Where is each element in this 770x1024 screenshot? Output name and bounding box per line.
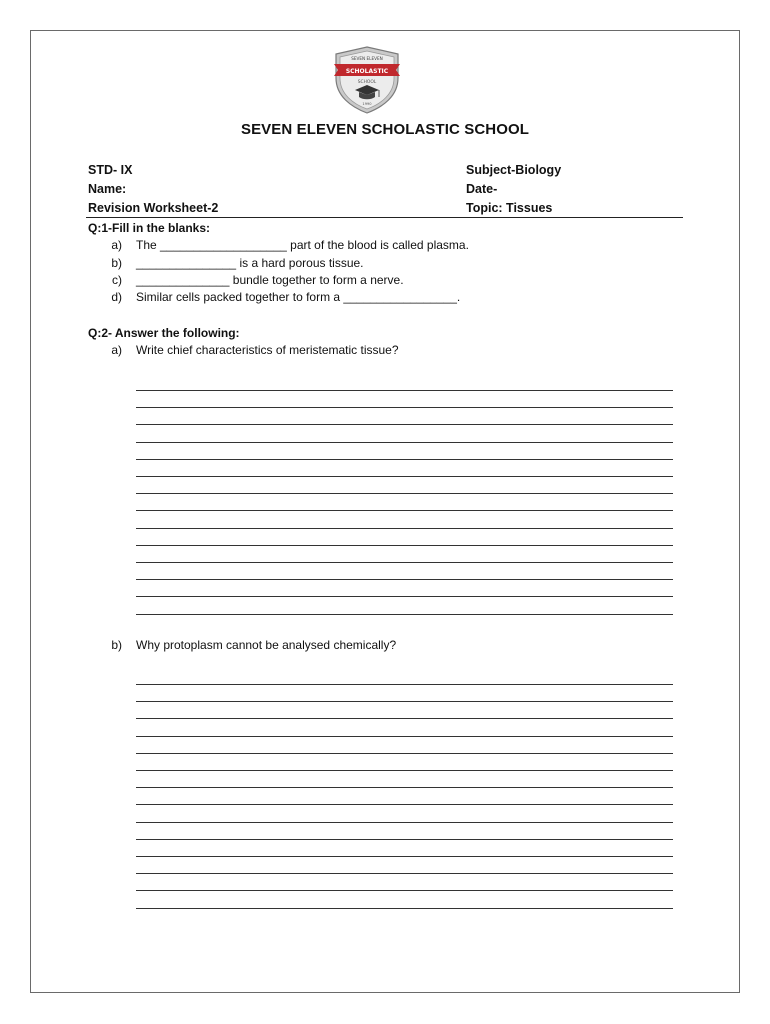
q2-item-text: Why protoplasm cannot be analysed chemically?: [136, 638, 397, 652]
q2-item-marker: a): [111, 343, 122, 357]
answer-line[interactable]: [136, 459, 673, 460]
answer-line[interactable]: [136, 908, 673, 909]
header-info-right: [466, 161, 561, 218]
answer-line[interactable]: [136, 839, 673, 840]
answer-line[interactable]: [136, 770, 673, 771]
header-info-left: [88, 161, 218, 218]
answer-line[interactable]: [136, 856, 673, 857]
q1-item-marker: b): [111, 256, 122, 270]
topic-label: Topic: Tissues: [466, 201, 553, 215]
q1-item-text: The ___________________ part of the blood is called plasma.: [136, 238, 469, 252]
q1-item-text: Similar cells packed together to form a _________________.: [136, 290, 461, 304]
answer-line[interactable]: [136, 562, 673, 563]
answer-line[interactable]: [136, 510, 673, 511]
answer-line[interactable]: [136, 545, 673, 546]
q2-item-text: Write chief characteristics of meristematic tissue?: [136, 343, 399, 357]
answer-line[interactable]: [136, 442, 673, 443]
school-title: SEVEN ELEVEN SCHOLASTIC SCHOOL: [240, 121, 530, 138]
school-logo: [328, 44, 406, 116]
answer-line[interactable]: [136, 787, 673, 788]
logo-top-text: SEVEN ELEVEN: [351, 56, 383, 61]
answer-line[interactable]: [136, 476, 673, 477]
answer-line[interactable]: [136, 493, 673, 494]
name-label: Name:: [88, 182, 127, 196]
answer-line[interactable]: [136, 684, 673, 685]
logo-year-text: 1990: [362, 102, 372, 106]
worksheet-label: Revision Worksheet-2: [88, 201, 219, 215]
q1-item-text: _______________ is a hard porous tissue.: [136, 256, 364, 270]
answer-line[interactable]: [136, 804, 673, 805]
answer-line[interactable]: [136, 753, 673, 754]
answer-line[interactable]: [136, 579, 673, 580]
answer-line[interactable]: [136, 596, 673, 597]
q1-item-marker: d): [111, 290, 122, 304]
question-2-heading: Q:2- Answer the following:: [88, 326, 240, 340]
std-label: STD- IX: [88, 163, 133, 177]
logo-banner-text: SCHOLASTIC: [345, 68, 389, 75]
logo-bottom-text: SCHOOL: [357, 80, 377, 85]
subject-label: Subject-Biology: [466, 163, 562, 177]
q1-item-text: ______________ bundle together to form a nerve.: [136, 273, 404, 287]
q1-item-marker: c): [112, 273, 122, 287]
answer-line[interactable]: [136, 614, 673, 615]
answer-line[interactable]: [136, 407, 673, 408]
answer-line[interactable]: [136, 390, 673, 391]
answer-line[interactable]: [136, 701, 673, 702]
answer-line[interactable]: [136, 718, 673, 719]
date-label: Date-: [466, 182, 498, 196]
q1-item-marker: a): [111, 238, 122, 252]
answer-line[interactable]: [136, 736, 673, 737]
q2-item-marker: b): [111, 638, 122, 652]
question-1-heading: Q:1-Fill in the blanks:: [88, 221, 211, 235]
answer-line[interactable]: [136, 873, 673, 874]
header-divider: [86, 217, 683, 218]
answer-line[interactable]: [136, 424, 673, 425]
answer-line[interactable]: [136, 528, 673, 529]
answer-line[interactable]: [136, 822, 673, 823]
answer-line[interactable]: [136, 890, 673, 891]
